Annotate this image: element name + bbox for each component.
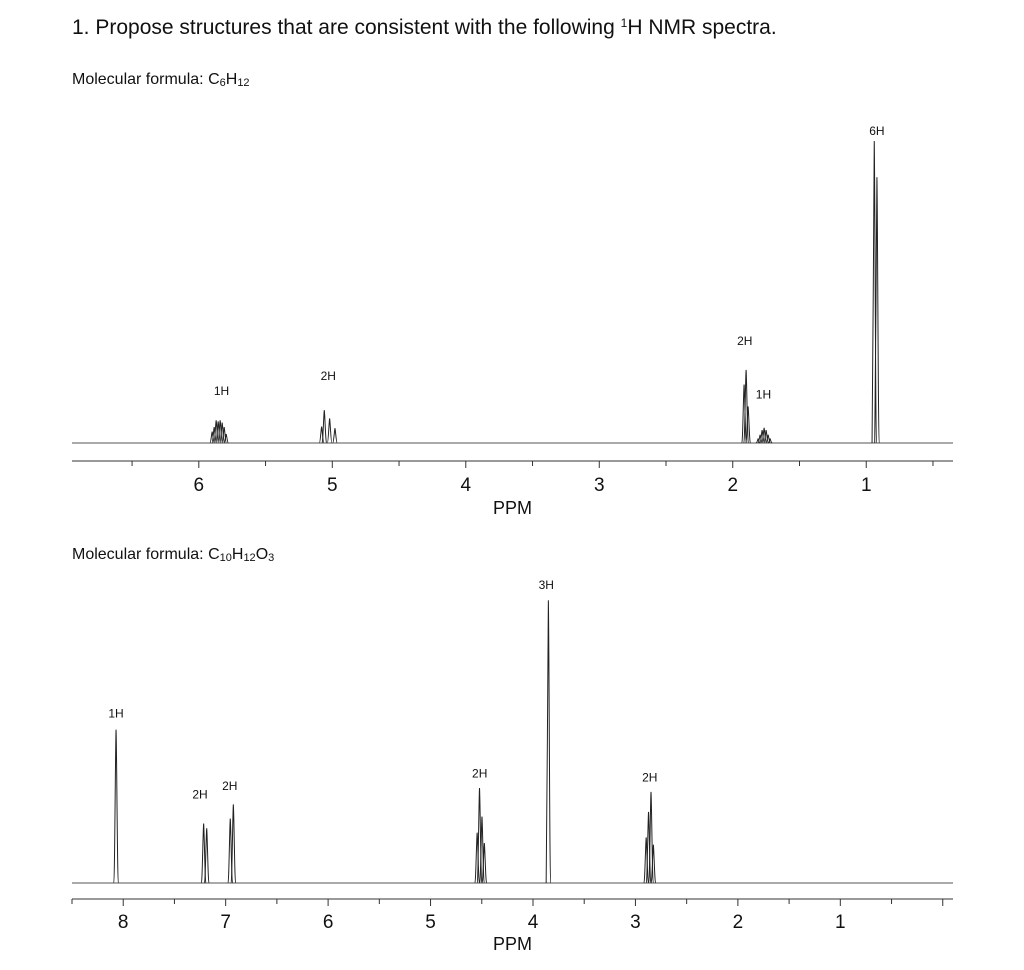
formula-subscript: 6 <box>219 77 226 89</box>
peak <box>108 706 123 883</box>
x-tick-label: 1 <box>835 912 846 933</box>
x-axis-title: PPM <box>492 498 533 518</box>
integration-label: 1H <box>108 706 124 721</box>
x-tick-label: 7 <box>220 912 231 933</box>
formula-subscript: 12 <box>243 552 256 564</box>
spectrum-1 <box>72 124 953 518</box>
formula-label-text: Molecular formula: <box>72 71 204 88</box>
integration-label: 2H <box>472 766 488 781</box>
x-tick-label: 3 <box>630 912 641 933</box>
integration-label: 2H <box>192 787 208 802</box>
formula-element: C <box>208 71 220 88</box>
formula-element: C <box>208 546 220 563</box>
x-tick-label: 3 <box>593 475 605 496</box>
x-tick-label: 4 <box>527 912 539 933</box>
integration-label: 2H <box>737 333 753 348</box>
integration-label: 2H <box>320 369 336 384</box>
peak <box>319 369 337 443</box>
x-tick-label: 5 <box>327 475 338 496</box>
x-tick-label: 6 <box>322 912 334 933</box>
peak <box>192 788 209 883</box>
x-tick-label: 6 <box>193 475 205 496</box>
question-superscript: 1 <box>620 16 628 30</box>
peak-line <box>114 730 118 883</box>
question-number: 1. <box>72 16 90 39</box>
peak <box>472 767 487 883</box>
peak-line <box>546 600 550 883</box>
peak <box>210 384 229 443</box>
formula-element: O <box>255 546 269 563</box>
formula-element: H <box>231 546 244 563</box>
peak <box>756 388 773 443</box>
x-tick-label: 8 <box>117 912 129 933</box>
x-tick-label: 2 <box>727 475 739 496</box>
formula-subscript: 12 <box>237 77 250 89</box>
peak-line <box>327 418 331 443</box>
peak <box>642 770 657 883</box>
x-axis-title: PPM <box>492 934 533 954</box>
peak <box>737 334 752 443</box>
peak-line <box>201 824 205 883</box>
integration-label: 2H <box>642 770 658 785</box>
integration-label: 2H <box>222 779 238 794</box>
formula-element: H <box>225 71 238 88</box>
integration-label: 3H <box>538 577 554 592</box>
question-text-before: Propose structures that are consistent with the following <box>95 16 615 39</box>
integration-label: 6H <box>869 124 885 139</box>
formula-subscript: 3 <box>268 552 275 564</box>
question-text-after: H NMR spectra. <box>627 16 777 39</box>
x-tick-label: 1 <box>860 475 872 496</box>
x-tick-label: 2 <box>732 912 744 933</box>
peak <box>222 779 237 883</box>
formula-subscript: 10 <box>219 552 232 564</box>
integration-label: 1H <box>213 384 230 399</box>
peak <box>869 124 884 443</box>
formula-label-text: Molecular formula: <box>72 546 204 563</box>
x-tick-label: 5 <box>425 912 436 933</box>
integration-label: 1H <box>755 387 772 402</box>
peak <box>539 578 554 883</box>
spectrum-2 <box>72 578 953 954</box>
x-tick-label: 4 <box>460 475 472 496</box>
peak-line <box>333 428 337 443</box>
